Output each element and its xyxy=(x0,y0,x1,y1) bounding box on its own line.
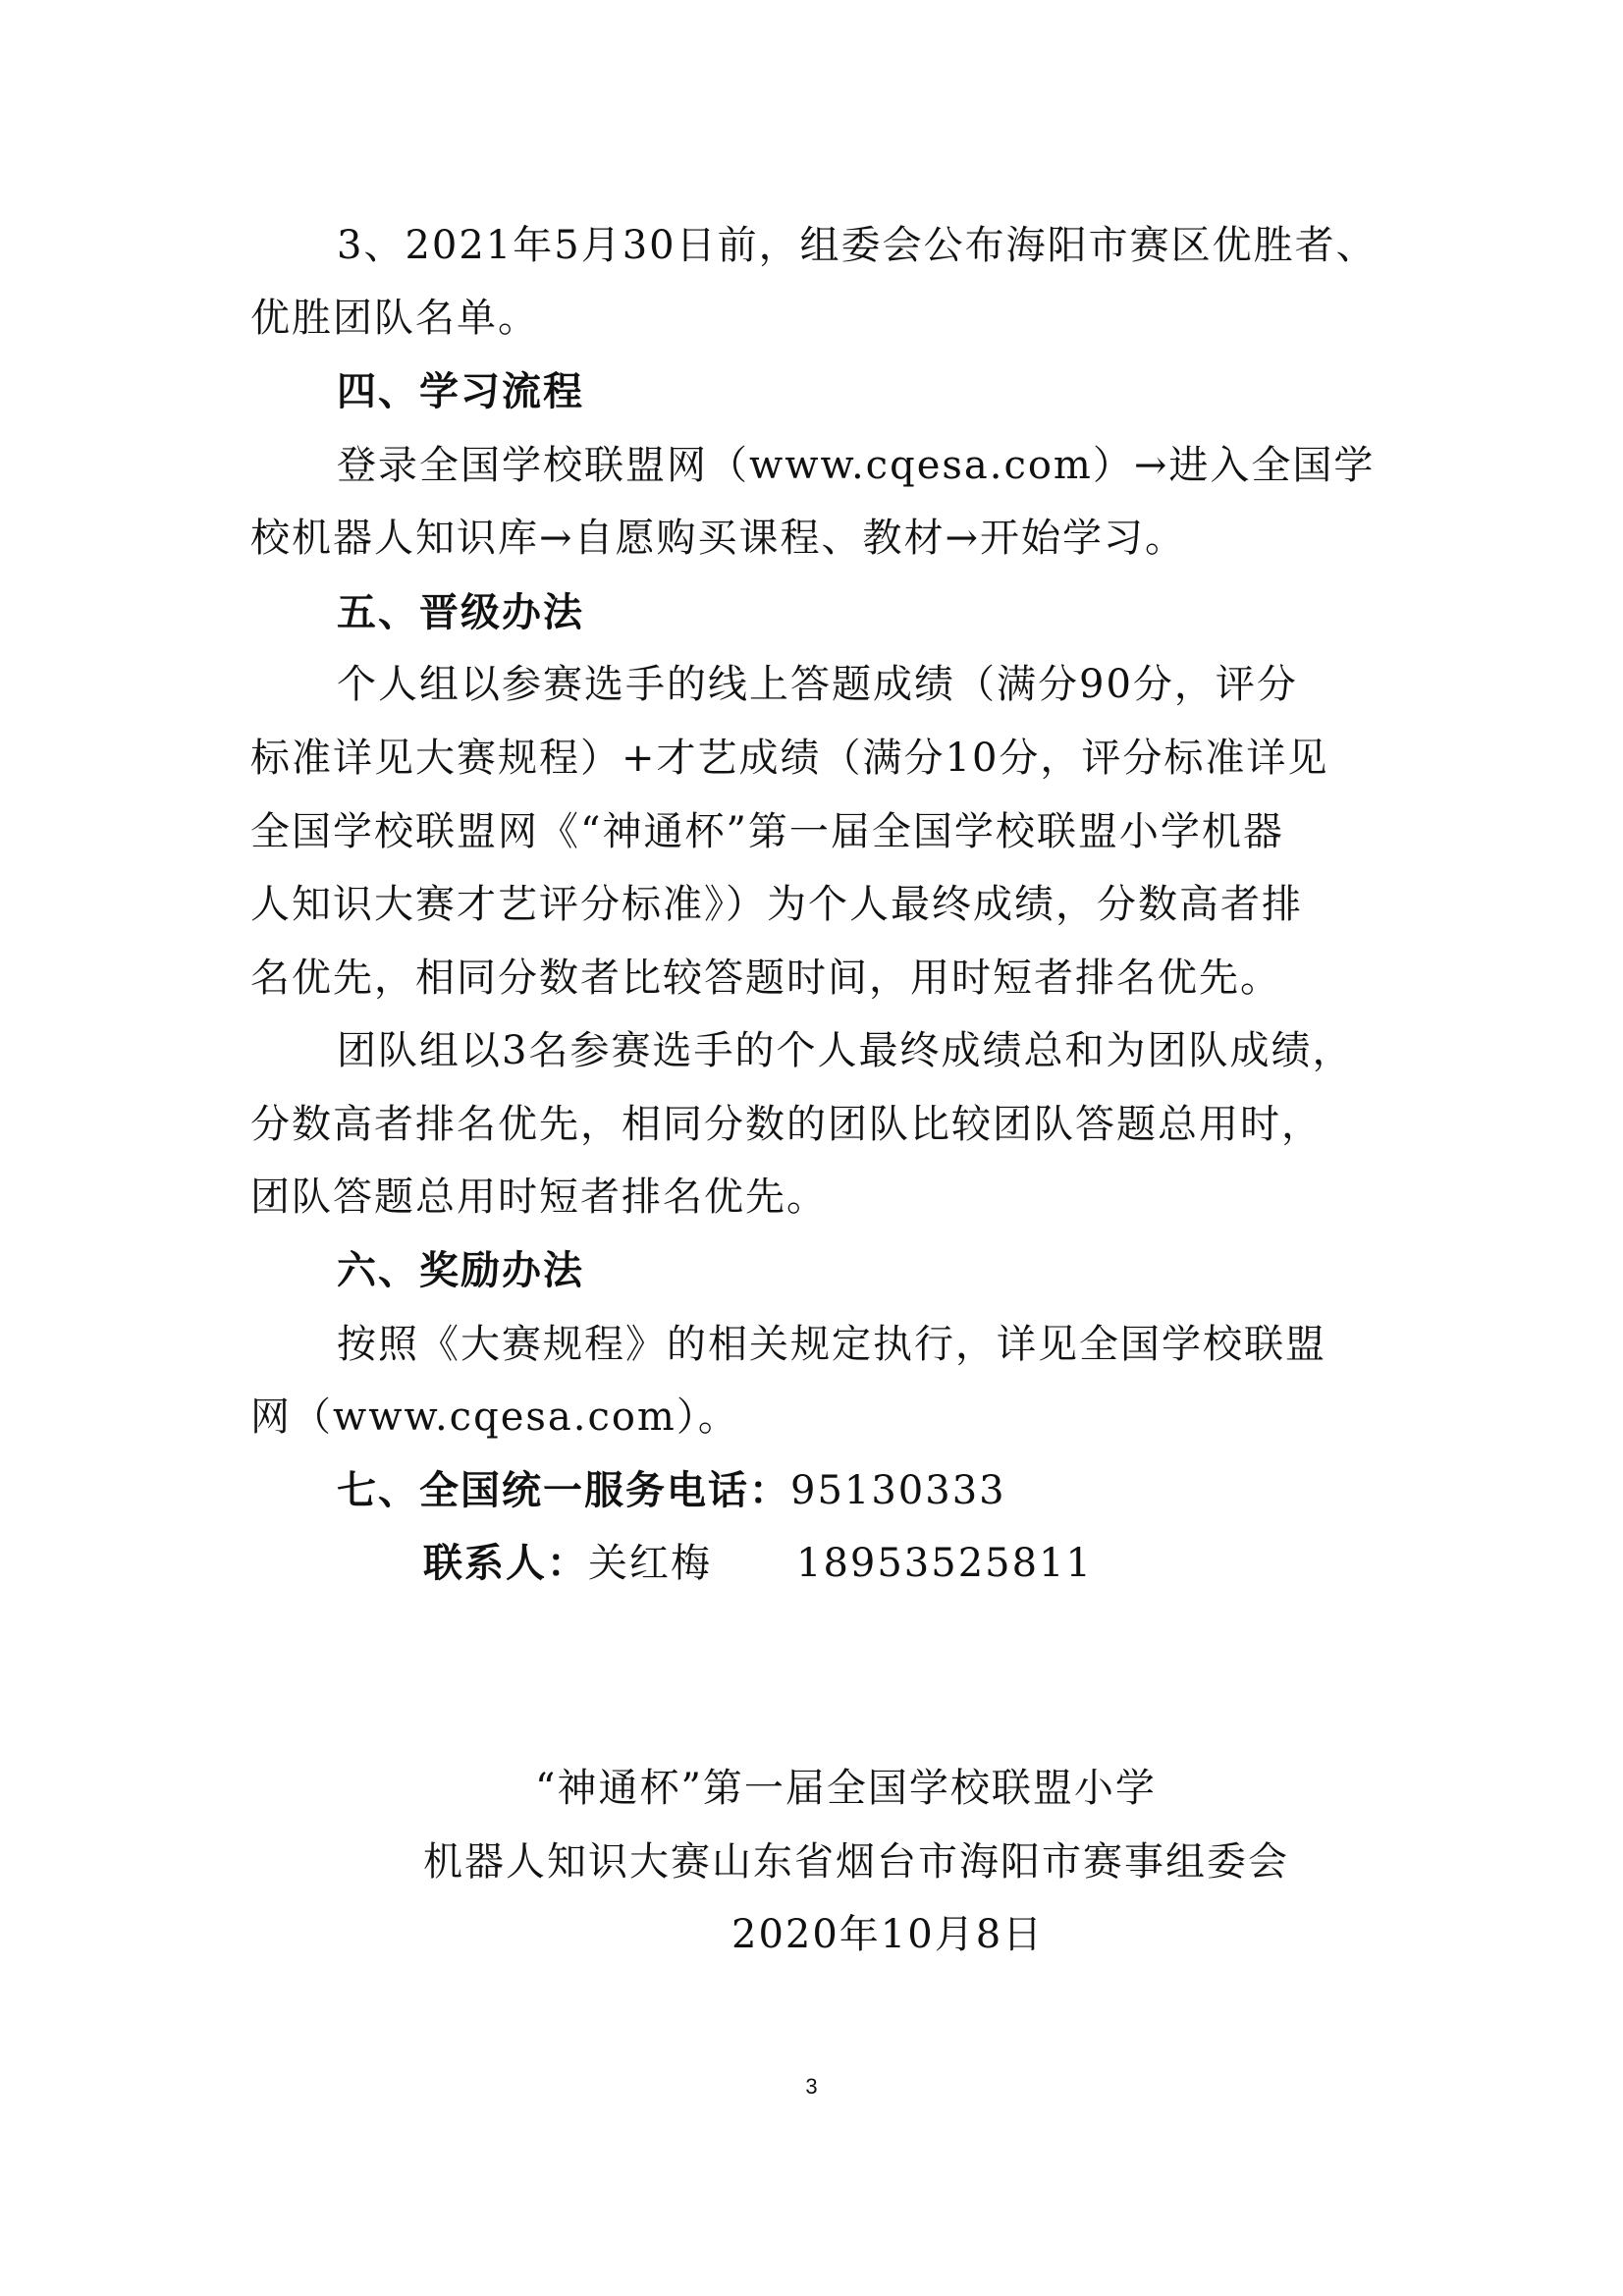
signature-line2: 机器人知识大赛山东省烟台市海阳市赛事组委会 xyxy=(423,1839,1289,1885)
section3-item3-line1: 3、2021年5月30日前，组委会公布海阳市赛区优胜者、 xyxy=(337,223,1378,268)
section6-paragraph-line1: 按照《大赛规程》的相关规定执行，详见全国学校联盟 xyxy=(337,1322,1326,1367)
section6-paragraph-line2: 网（www.cqesa.com）。 xyxy=(250,1394,739,1440)
contact-name: 关红梅 xyxy=(588,1541,712,1586)
signature-line1: “神通杯”第一届全国学校联盟小学 xyxy=(535,1766,1157,1811)
section5-p2-line1: 团队组以3名参赛选手的个人最终成绩总和为团队成绩， xyxy=(337,1028,1354,1073)
section5-p1-line4: 人知识大赛才艺评分标准》）为个人最终成绩，分数高者排 xyxy=(250,882,1303,927)
contact-line xyxy=(423,1540,1093,1587)
section4-paragraph-line1: 登录全国学校联盟网（www.cqesa.com）→进入全国学 xyxy=(337,443,1376,488)
section4-heading: 四、学习流程 xyxy=(337,369,584,414)
page-number: 3 xyxy=(805,2074,818,2099)
section6-heading: 六、奖励办法 xyxy=(337,1248,584,1293)
section5-heading: 五、晋级办法 xyxy=(337,590,584,635)
section5-p1-line2: 标准详见大赛规程）+才艺成绩（满分10分，评分标准详见 xyxy=(250,736,1329,781)
section5-p2-line3: 团队答题总用时短者排名优先。 xyxy=(250,1175,828,1220)
section4-paragraph-line2: 校机器人知识库→自愿购买课程、教材→开始学习。 xyxy=(250,516,1187,561)
contact-phone: 18953525811 xyxy=(796,1541,1093,1586)
section5-p1-line3: 全国学校联盟网《“神通杯”第一届全国学校联盟小学机器 xyxy=(250,809,1284,854)
section3-item3-line2: 优胜团队名单。 xyxy=(250,296,539,341)
signature-date: 2020年10月8日 xyxy=(731,1912,1045,1957)
section7-heading: 七、全国统一服务电话： xyxy=(337,1468,790,1513)
contact-label: 联系人： xyxy=(423,1541,588,1586)
service-phone: 95130333 xyxy=(790,1468,1006,1513)
section5-p1-line1: 个人组以参赛选手的线上答题成绩（满分90分，评分 xyxy=(337,662,1298,707)
section7-service-line xyxy=(337,1467,1006,1514)
section5-p1-line5: 名优先，相同分数者比较答题时间，用时短者排名优先。 xyxy=(250,956,1281,1001)
section5-p2-line2: 分数高者排名优先，相同分数的团队比较团队答题总用时， xyxy=(250,1102,1323,1147)
